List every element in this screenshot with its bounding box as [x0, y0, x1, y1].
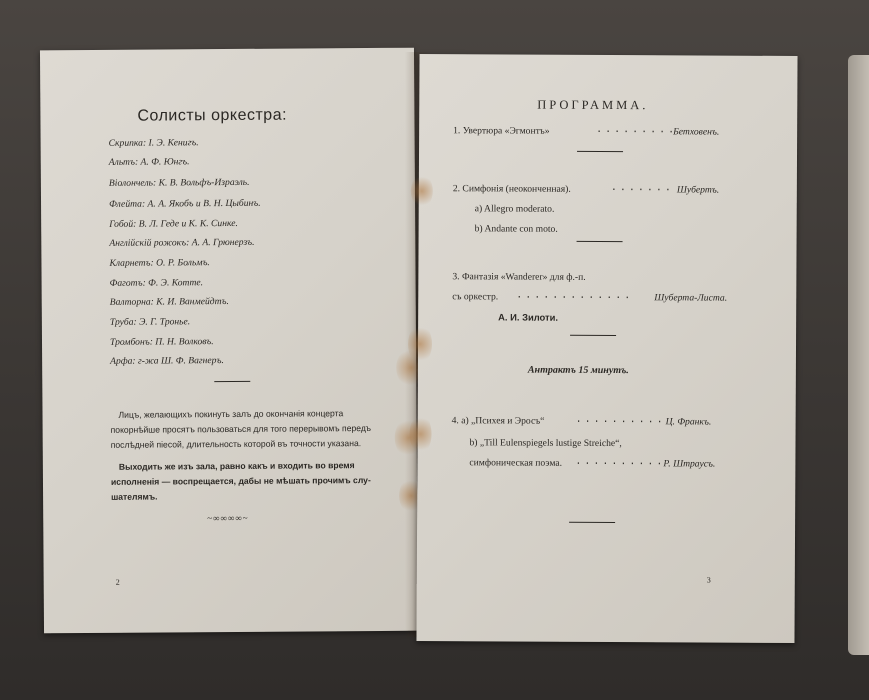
- page-stain: [409, 414, 431, 454]
- divider: [569, 522, 615, 524]
- soloist-line: Арфа: г-жа Ш. Ф. Вагнеръ.: [110, 355, 224, 367]
- program-title: ПРОГРАММА.: [537, 97, 649, 113]
- soloist-line: Флейта: А. А. Якобъ и В. Н. Цыбинъ.: [109, 197, 261, 210]
- soloist-line: Англійскій рожокъ: А. А. Грюнерзъ.: [109, 236, 255, 249]
- soloist-line: Фаготъ: Ф. Э. Котте.: [109, 277, 204, 289]
- program-item-3: 3. Фантазія «Wanderer» для ф.-п.: [452, 271, 586, 283]
- right-page: [416, 54, 797, 643]
- page-number: 3: [706, 575, 711, 585]
- soloist-line: Скрипка: I. Э. Кенигъ.: [108, 137, 199, 149]
- page-stain: [408, 324, 432, 364]
- soloist-line: Гобой: В. Л. Геде и К. К. Синке.: [109, 217, 238, 230]
- notice-line: Выходить же изъ зала, равно какъ и входить во время: [118, 460, 355, 472]
- notice-line: шателямъ.: [111, 491, 158, 502]
- soloist-line: Валторна: К. И. Ванмейдтъ.: [109, 295, 229, 308]
- program-item-1: 1. Увертюра «Эгмонтъ»: [453, 125, 550, 137]
- composer: Шуберта-Листа.: [654, 292, 728, 304]
- program-item-3-line2: съ оркестр.: [452, 291, 499, 303]
- intermission: Антрактъ 15 минутъ.: [527, 364, 629, 377]
- composer: Бетховенъ.: [673, 126, 720, 138]
- leader-dots: .........: [596, 124, 678, 137]
- program-item-4b: b) „Till Eulenspiegels lustige Streiche“,: [469, 437, 622, 450]
- program-item-2: 2. Симфонія (неоконченная).: [452, 183, 571, 195]
- composer: Р. Штраусъ.: [663, 458, 716, 470]
- soloist-line: Кларнетъ: О. Р. Больмъ.: [109, 257, 210, 269]
- composer: Шубертъ.: [676, 184, 720, 196]
- leader-dots: ..........: [575, 414, 666, 427]
- leader-dots: ..........: [575, 456, 666, 469]
- ornament-divider: ~∞∞∞∞~: [207, 512, 249, 524]
- program-item-4a: 4. a) „Психея и Эросъ“: [451, 415, 545, 427]
- notice-line: Лицъ, желающихъ покинуть залъ до окончанія концерта: [118, 408, 344, 420]
- next-booklet-page-edge: [848, 55, 869, 655]
- divider: [570, 335, 616, 337]
- soloist-line: Альтъ: А. Ф. Юнгъ.: [108, 156, 190, 168]
- soloists-title: Солисты оркестра:: [137, 106, 288, 125]
- program-item-4b-line2: симфоническая поэма.: [469, 457, 563, 469]
- movement: a) Allegro moderato.: [474, 203, 555, 215]
- notice-line: послѣдней піесой, длительность которой въ точности указана.: [110, 438, 362, 450]
- divider: [214, 381, 250, 383]
- performer: А. И. Зилоти.: [498, 311, 559, 323]
- notice-line: исполненія — воспрещается, дабы не мѣшать прочимъ слу-: [110, 475, 371, 487]
- leader-dots: .......: [610, 183, 674, 195]
- leader-dots: .............: [516, 290, 634, 303]
- soloist-line: Віолончель: К. В. Вольфъ-Израэль.: [108, 176, 250, 189]
- notice-line: покорнѣйше просятъ пользоваться для того перерывомъ передъ: [110, 423, 372, 435]
- soloist-line: Тромбонъ: П. Н. Волковъ.: [109, 336, 214, 348]
- divider: [577, 241, 623, 243]
- movement: b) Andante con moto.: [474, 223, 558, 235]
- soloist-line: Труба: Э. Г. Тронье.: [109, 316, 191, 328]
- page-number: 2: [115, 577, 120, 587]
- composer: Ц. Франкъ.: [665, 416, 712, 428]
- divider: [577, 151, 623, 153]
- page-stain: [411, 174, 433, 208]
- left-page: [40, 48, 418, 634]
